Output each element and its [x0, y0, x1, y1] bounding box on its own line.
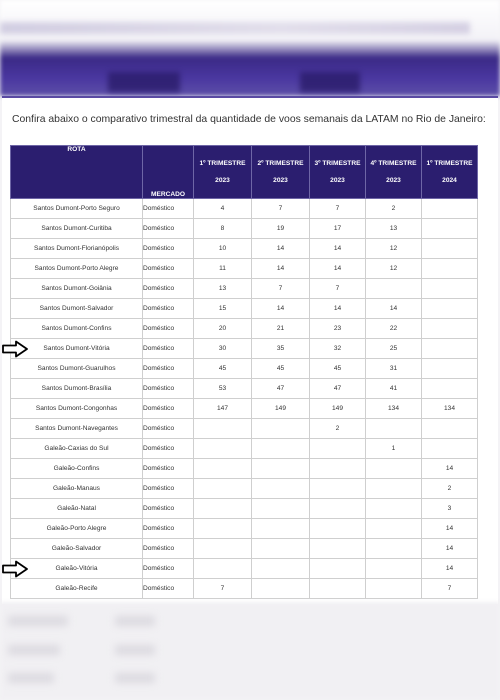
- flights-count-cell: 20: [194, 319, 252, 339]
- flights-count-cell: 7: [310, 199, 366, 219]
- blurred-row: [115, 616, 155, 626]
- flights-count-cell: [366, 419, 422, 439]
- column-header-rota: ROTA: [11, 146, 143, 199]
- market-cell: Doméstico: [143, 259, 194, 279]
- flights-count-cell: 7: [252, 279, 310, 299]
- blurred-row: [8, 645, 60, 655]
- table-row: [11, 279, 478, 299]
- flights-count-cell: [252, 459, 310, 479]
- flights-count-cell: 31: [366, 359, 422, 379]
- market-cell: Doméstico: [143, 219, 194, 239]
- flights-count-cell: [252, 559, 310, 579]
- flights-count-cell: [422, 439, 478, 459]
- flights-count-cell: 13: [194, 279, 252, 299]
- market-cell: Doméstico: [143, 379, 194, 399]
- route-cell: Santos Dumont-Congonhas: [11, 399, 143, 419]
- market-cell: Doméstico: [143, 359, 194, 379]
- flights-count-cell: 14: [422, 539, 478, 559]
- route-cell: Santos Dumont-Goiânia: [11, 279, 143, 299]
- route-cell: Santos Dumont-Vitória: [11, 339, 143, 359]
- quarter-year: 2024: [442, 177, 457, 184]
- flights-count-cell: 30: [194, 339, 252, 359]
- table-row: [11, 199, 478, 219]
- column-header-mercado: MERCADO: [143, 146, 194, 199]
- table-row: [11, 499, 478, 519]
- quarter-label: 3º TRIMESTRE: [314, 160, 361, 167]
- table-row: [11, 219, 478, 239]
- flights-count-cell: 14: [366, 299, 422, 319]
- quarter-label: 4º TRIMESTRE: [370, 160, 417, 167]
- flights-count-cell: 45: [310, 359, 366, 379]
- flights-count-cell: 2: [310, 419, 366, 439]
- flights-count-cell: [422, 199, 478, 219]
- route-cell: Galeão-Vitória: [11, 559, 143, 579]
- flights-count-cell: [422, 419, 478, 439]
- flights-count-cell: [194, 519, 252, 539]
- flights-count-cell: 22: [366, 319, 422, 339]
- route-cell: Galeão-Recife: [11, 579, 143, 599]
- flights-count-cell: 23: [310, 319, 366, 339]
- flights-count-cell: 7: [194, 579, 252, 599]
- flights-count-cell: 17: [310, 219, 366, 239]
- article-content: [2, 96, 498, 604]
- flights-count-cell: 13: [366, 219, 422, 239]
- flights-count-cell: [366, 279, 422, 299]
- flights-count-cell: 45: [252, 359, 310, 379]
- quarter-label: 2º TRIMESTRE: [257, 160, 304, 167]
- flights-count-cell: [422, 299, 478, 319]
- market-cell: Doméstico: [143, 559, 194, 579]
- blurred-site-header: [0, 0, 500, 96]
- route-cell: Santos Dumont-Navegantes: [11, 419, 143, 439]
- flights-count-cell: 12: [366, 259, 422, 279]
- flights-count-cell: [194, 559, 252, 579]
- flights-count-cell: [252, 499, 310, 519]
- blurred-headline: [0, 22, 470, 34]
- flights-count-cell: [310, 559, 366, 579]
- market-cell: Doméstico: [143, 539, 194, 559]
- flights-count-cell: [252, 539, 310, 559]
- route-cell: Santos Dumont-Salvador: [11, 299, 143, 319]
- blurred-row: [115, 673, 155, 683]
- flights-count-cell: 7: [252, 199, 310, 219]
- route-cell: Santos Dumont-Confins: [11, 319, 143, 339]
- flights-count-cell: 32: [310, 339, 366, 359]
- quarter-year: 2023: [273, 177, 288, 184]
- flights-count-cell: 14: [422, 459, 478, 479]
- blurred-nav-item: [300, 72, 360, 92]
- flights-count-cell: [422, 239, 478, 259]
- flights-count-cell: 53: [194, 379, 252, 399]
- flights-count-cell: 47: [310, 379, 366, 399]
- flights-count-cell: [366, 579, 422, 599]
- flights-count-cell: [252, 439, 310, 459]
- flights-count-cell: [310, 519, 366, 539]
- flights-count-cell: 7: [310, 279, 366, 299]
- flights-count-cell: 149: [310, 399, 366, 419]
- flights-count-cell: [194, 539, 252, 559]
- route-cell: Santos Dumont-Porto Seguro: [11, 199, 143, 219]
- table-row: [11, 579, 478, 599]
- flights-count-cell: 14: [422, 519, 478, 539]
- quarter-label: 1º TRIMESTRE: [199, 160, 246, 167]
- flights-count-cell: [422, 339, 478, 359]
- flights-count-cell: 47: [252, 379, 310, 399]
- flights-count-cell: [252, 479, 310, 499]
- flights-count-cell: [310, 479, 366, 499]
- market-cell: Doméstico: [143, 299, 194, 319]
- blurred-row: [115, 645, 155, 655]
- flights-count-cell: 35: [252, 339, 310, 359]
- flights-count-cell: [366, 519, 422, 539]
- flights-count-cell: 21: [252, 319, 310, 339]
- flights-count-cell: [194, 499, 252, 519]
- route-cell: Santos Dumont-Brasília: [11, 379, 143, 399]
- flights-count-cell: 14: [310, 239, 366, 259]
- flights-count-cell: [252, 519, 310, 539]
- flights-count-cell: [310, 539, 366, 559]
- flights-count-cell: 14: [310, 259, 366, 279]
- table-row: [11, 319, 478, 339]
- table-row: [11, 519, 478, 539]
- market-cell: Doméstico: [143, 319, 194, 339]
- blurred-nav-item: [108, 72, 180, 92]
- route-cell: Galeão-Caxias do Sul: [11, 439, 143, 459]
- flights-count-cell: 14: [252, 259, 310, 279]
- market-cell: Doméstico: [143, 579, 194, 599]
- route-cell: Galeão-Manaus: [11, 479, 143, 499]
- flights-count-cell: [366, 459, 422, 479]
- blurred-row: [8, 673, 54, 683]
- flights-count-cell: [310, 459, 366, 479]
- table-header-row: [11, 146, 478, 199]
- intro-text: Confira abaixo o comparativo trimestral da quantidade de voos semanais da LATAM no Rio de Janeiro:: [12, 114, 486, 125]
- market-cell: Doméstico: [143, 339, 194, 359]
- flights-count-cell: [366, 559, 422, 579]
- route-cell: Galeão-Natal: [11, 499, 143, 519]
- flights-count-cell: [194, 419, 252, 439]
- market-cell: Doméstico: [143, 279, 194, 299]
- flights-count-cell: 19: [252, 219, 310, 239]
- table-row: [11, 299, 478, 319]
- flights-count-cell: 4: [194, 199, 252, 219]
- flights-count-cell: [252, 419, 310, 439]
- flights-count-cell: 2: [422, 479, 478, 499]
- market-cell: Doméstico: [143, 479, 194, 499]
- table-row: [11, 379, 478, 399]
- flights-count-cell: 134: [366, 399, 422, 419]
- market-cell: Doméstico: [143, 239, 194, 259]
- market-cell: Doméstico: [143, 499, 194, 519]
- flights-count-cell: 15: [194, 299, 252, 319]
- flights-count-cell: 14: [422, 559, 478, 579]
- flights-count-cell: [252, 579, 310, 599]
- column-header-quarter: [366, 146, 422, 199]
- market-cell: Doméstico: [143, 439, 194, 459]
- route-cell: Santos Dumont-Guarulhos: [11, 359, 143, 379]
- flights-count-cell: 149: [252, 399, 310, 419]
- flights-count-cell: [422, 379, 478, 399]
- flights-count-cell: 3: [422, 499, 478, 519]
- flights-table: [10, 145, 478, 599]
- flights-count-cell: 10: [194, 239, 252, 259]
- table-row: [11, 419, 478, 439]
- blurred-row: [8, 616, 68, 626]
- flights-count-cell: [366, 479, 422, 499]
- table-row: [11, 359, 478, 379]
- flights-count-cell: 14: [252, 299, 310, 319]
- flights-count-cell: 14: [310, 299, 366, 319]
- flights-count-cell: 1: [366, 439, 422, 459]
- flights-count-cell: 134: [422, 399, 478, 419]
- table-row: [11, 259, 478, 279]
- market-cell: Doméstico: [143, 519, 194, 539]
- table-row: [11, 339, 478, 359]
- quarter-year: 2023: [215, 177, 230, 184]
- flights-count-cell: [310, 579, 366, 599]
- flights-count-cell: 45: [194, 359, 252, 379]
- column-header-quarter: [422, 146, 478, 199]
- column-header-quarter: [310, 146, 366, 199]
- flights-count-cell: [194, 439, 252, 459]
- market-cell: Doméstico: [143, 399, 194, 419]
- flights-count-cell: [366, 539, 422, 559]
- row-marker-arrow-icon: [2, 560, 28, 578]
- table-row: [11, 539, 478, 559]
- route-cell: Galeão-Porto Alegre: [11, 519, 143, 539]
- flights-count-cell: 14: [252, 239, 310, 259]
- flights-count-cell: [310, 499, 366, 519]
- flights-count-cell: [422, 359, 478, 379]
- flights-count-cell: 11: [194, 259, 252, 279]
- route-cell: Galeão-Confins: [11, 459, 143, 479]
- table-row: [11, 459, 478, 479]
- column-header-quarter: [194, 146, 252, 199]
- flights-count-cell: [422, 279, 478, 299]
- market-cell: Doméstico: [143, 199, 194, 219]
- quarter-label: 1º TRIMESTRE: [426, 160, 473, 167]
- flights-count-cell: 2: [366, 199, 422, 219]
- market-cell: Doméstico: [143, 419, 194, 439]
- table-row: [11, 439, 478, 459]
- row-marker-arrow-icon: [2, 340, 28, 358]
- market-cell: Doméstico: [143, 459, 194, 479]
- table-row: [11, 479, 478, 499]
- quarter-year: 2023: [330, 177, 345, 184]
- table-row: [11, 399, 478, 419]
- flights-count-cell: [422, 319, 478, 339]
- flights-count-cell: 8: [194, 219, 252, 239]
- column-header-quarter: [252, 146, 310, 199]
- table-row: [11, 239, 478, 259]
- flights-count-cell: [310, 439, 366, 459]
- flights-count-cell: [366, 499, 422, 519]
- quarter-year: 2023: [386, 177, 401, 184]
- flights-count-cell: 12: [366, 239, 422, 259]
- route-cell: Santos Dumont-Curitiba: [11, 219, 143, 239]
- flights-count-cell: 147: [194, 399, 252, 419]
- route-cell: Santos Dumont-Florianópolis: [11, 239, 143, 259]
- table-row: [11, 559, 478, 579]
- flights-count-cell: 41: [366, 379, 422, 399]
- route-cell: Santos Dumont-Porto Alegre: [11, 259, 143, 279]
- flights-count-cell: [422, 259, 478, 279]
- flights-count-cell: [194, 459, 252, 479]
- flights-count-cell: 25: [366, 339, 422, 359]
- route-cell: Galeão-Salvador: [11, 539, 143, 559]
- flights-count-cell: [194, 479, 252, 499]
- flights-count-cell: 7: [422, 579, 478, 599]
- blurred-page-footer: [0, 602, 500, 700]
- flights-count-cell: [422, 219, 478, 239]
